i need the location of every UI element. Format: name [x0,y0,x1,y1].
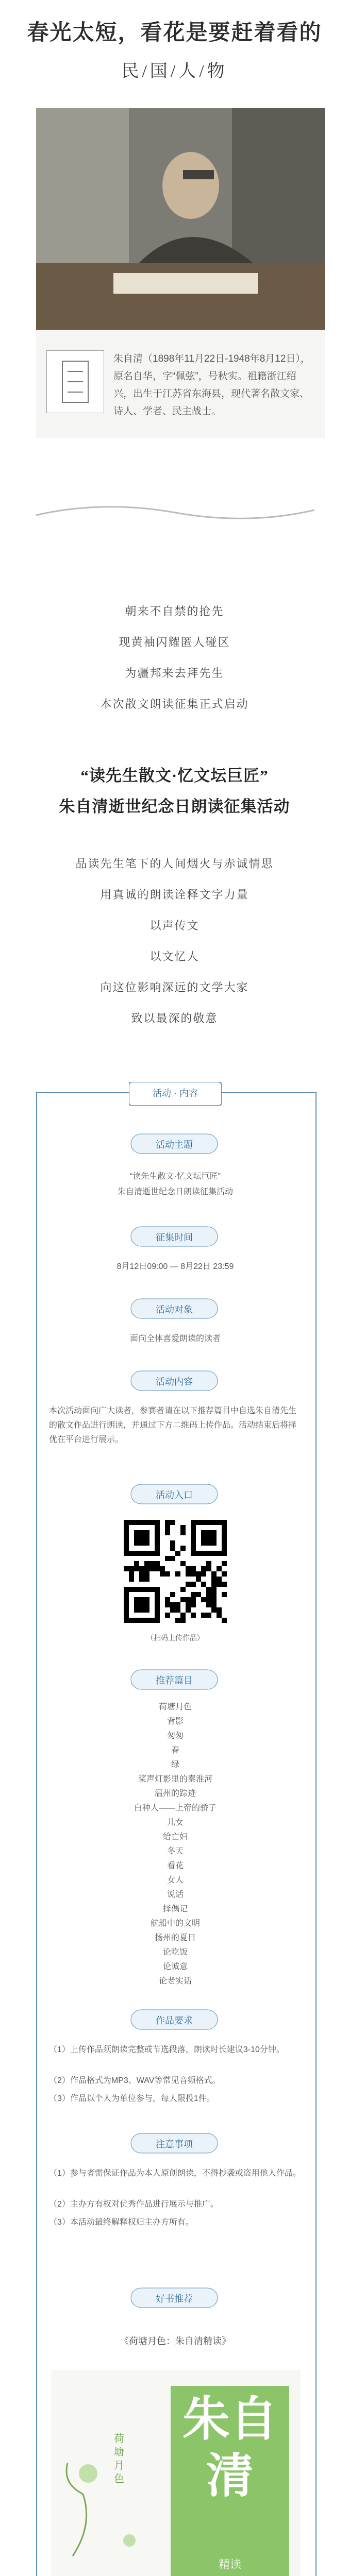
section-label: 好书推荐 [156,2294,193,2304]
book1-small-title: 荷塘月色 [114,2433,124,2485]
page-title: 春光太短，看花是要赶着看的 [27,21,322,45]
reading-list-item: 桨声灯影里的秦淮河 [138,1775,212,1784]
reading-list-item: 背影 [167,1717,184,1726]
reading-list-item: 匆匆 [167,1732,184,1740]
section-tag-notes [130,2133,218,2154]
caption-text: 朱自清（1898年11月22日-1948年8月12日），原名自华，字“佩弦”，号秋实。祖籍浙江绍兴，出生于江苏省东海县，现代著名散文家、诗人、学者、民主战士。 [113,353,310,417]
section-tag-rules [130,2009,218,2030]
theme-text: “读先生散文·忆文坛巨匠” [130,1172,221,1181]
intro-line: 用真诚的朗读诠释文字力量 [100,888,249,901]
reading-list-item: 说话 [167,1890,184,1899]
section-tag-list [130,1669,218,1690]
section-tag-entry [130,1484,218,1504]
rule-item: （3）作品以个人为单位参与，每人限投1件。 [49,2094,215,2103]
section-label: 作品要求 [156,2015,193,2026]
section-label: 活动对象 [156,1304,193,1315]
intro-line: 以文忆人 [149,950,200,963]
section-label: 活动入口 [156,1490,193,1500]
section-label: 征集时间 [156,1232,193,1243]
section-tag-time [130,1226,218,1247]
reading-list-item: 给亡妇 [162,1833,188,1841]
time-text: 8月12日09:00 — 8月22日 23:59 [117,1262,234,1271]
section-tag-target [130,1298,218,1319]
intro-line: 致以最深的敬意 [131,1012,218,1025]
intro-line: 向这位影响深远的文学大家 [100,981,249,994]
qr-caption: （扫码上传作品） [146,1634,204,1642]
reading-list-item: 温州的踪迹 [154,1789,196,1798]
section-label: 推荐篇目 [156,1675,193,1686]
theme-sub: 朱自清逝世纪念日朗读征集活动 [117,1188,233,1196]
section-label: 注意事项 [156,2139,193,2149]
section-tag-theme [130,1133,218,1154]
target-text: 面向全体喜爱朗读的读者 [129,1334,221,1343]
rule-item: （2）作品格式为MP3、WAV等常见音频格式。 [49,2076,221,2085]
section-tag-books [130,2287,218,2308]
section-label: 活动内容 [156,1377,193,1387]
poem-line: 本次散文朗读征集正式启动 [100,698,249,710]
page-subtitle: 民/国/人/物 [121,62,228,81]
book1-cover-title: 朱自清 [182,2393,277,2502]
content-text: 本次活动面向广大读者，参赛者请在以下推荐篇目中自选朱自清先生的散文作品进行朗读，并通过下方二维码上传作品。活动结束后将择优在平台进行展示。 [49,1406,297,1444]
book1-heading: 《荷塘月色：朱自清精读》 [120,2336,231,2346]
activity-title-1: “读先生散文·忆文坛巨匠” [80,767,269,785]
reading-list-item: 绿 [171,1760,179,1769]
reading-list-item: 论吃饭 [162,1948,188,1957]
reading-list-item: 择偶记 [162,1905,188,1913]
note-item: （2）主办方有权对优秀作品进行展示与推广。 [49,2200,219,2209]
reading-list-item: 看花 [167,1861,184,1870]
reading-list-item: 白种人——上帝的骄子 [134,1804,217,1812]
section-label: 活动主题 [156,1140,193,1150]
poem-line: 为疆邦来去拜先生 [125,667,224,680]
note-item: （3）本活动最终解释权归主办方所有。 [49,2218,194,2227]
poem-line: 朝来不自禁的抢先 [125,605,224,618]
note-item: （1）参与者需保证作品为本人原创朗读，不得抄袭或盗用他人作品。 [49,2169,301,2178]
poem-line: 现黄袖闪耀匿人碰区 [119,636,230,649]
reading-list-item: 春 [171,1746,179,1755]
entry-qr-code[interactable] [124,1520,227,1623]
frame-tag: 活动 · 内容 [153,1088,198,1098]
intro-line: 以声传文 [149,919,200,932]
reading-list-item: 论老实话 [158,1977,192,1986]
portrait-image [36,108,325,330]
reading-list-item: 扬州的夏日 [154,1934,196,1942]
reading-list-item: 论诚意 [162,1962,188,1971]
book1-cover [52,2370,300,2576]
brush-divider [31,495,320,531]
reading-list [46,1700,304,1989]
reading-list-item: 荷塘月色 [158,1703,192,1711]
reading-list-item: 儿女 [167,1818,184,1827]
reading-list-item: 冬天 [167,1847,184,1856]
section-tag-content [130,1370,218,1391]
book1-cover-sub: 精读 [218,2558,241,2571]
intro-line: 品读先生笔下的人间烟火与赤诚情思 [75,857,274,870]
activity-title-2: 朱自清逝世纪念日朗读征集活动 [59,798,290,816]
portrait-caption [36,330,325,438]
rule-item: （1）上传作品须朗读完整或节选段落，朗读时长建议3-10分钟。 [49,2045,285,2054]
reading-list-item: 航船中的文明 [150,1919,200,1928]
seal-stamp [46,350,104,413]
reading-list-item: 女人 [167,1876,184,1885]
